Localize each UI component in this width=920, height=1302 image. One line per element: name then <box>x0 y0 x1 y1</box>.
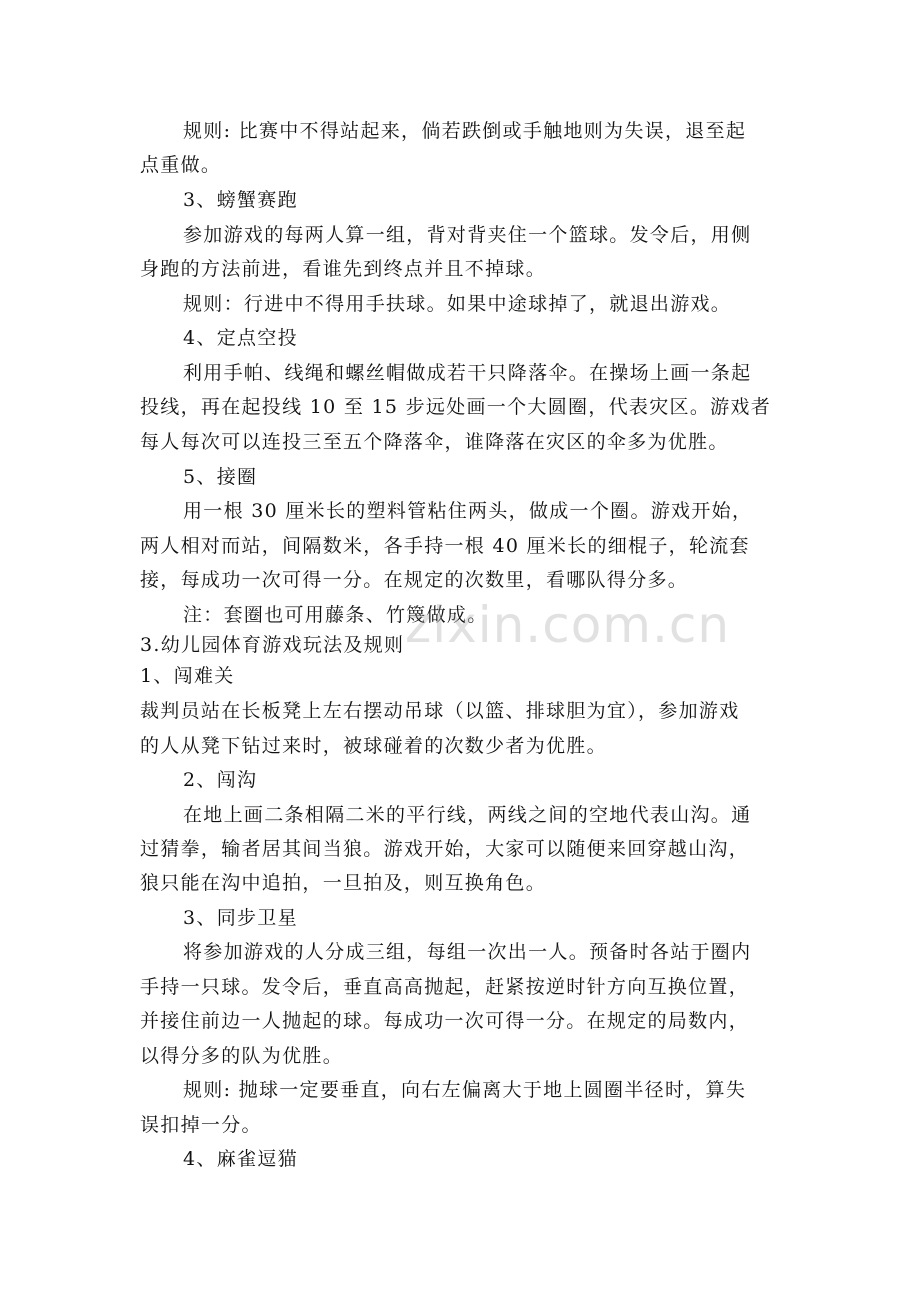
text-line: 规则：行进中不得用手扶球。如果中途球掉了，就退出游戏。 <box>183 293 732 315</box>
text-line: 误扣掉一分。 <box>140 1114 262 1136</box>
section-heading: 5、接圈 <box>183 466 258 488</box>
text-line: 投线，再在起投线 10 至 15 步远处画一个大圆圈，代表灾区。游戏者 <box>140 396 772 418</box>
text-line: 用一根 30 厘米长的塑料管粘住两头，做成一个圈。游戏开始， <box>183 500 753 522</box>
text-line: 在地上画二条相隔二米的平行线，两线之间的空地代表山沟。通 <box>183 804 752 826</box>
section-heading: 4、麻雀逗猫 <box>183 1148 298 1170</box>
text-line: 参加游戏的每两人算一组，背对背夹住一个篮球。发令后，用侧 <box>183 224 752 246</box>
text-line: 规则: 比赛中不得站起来，倘若跌倒或手触地则为失误，退至起 <box>183 120 747 142</box>
section-heading: 2、闯沟 <box>183 769 258 791</box>
text-line: 以得分多的队为优胜。 <box>140 1045 344 1067</box>
text-line: 手持一只球。发令后，垂直高高抛起，赶紧按逆时针方向互换位置， <box>140 976 750 998</box>
text-line: 并接住前边一人抛起的球。每成功一次可得一分。在规定的局数内， <box>140 1010 750 1032</box>
text-line: 规则: 抛球一定要垂直，向右左偏离大于地上圆圈半径时，算失 <box>183 1079 747 1101</box>
section-heading: 1、闯难关 <box>140 665 235 687</box>
text-line: 将参加游戏的人分成三组，每组一次出一人。预备时各站于圈内 <box>183 941 752 963</box>
watermark-text: zixin.com.cn <box>405 596 731 654</box>
note-line: 注：套圈也可用藤条、竹篾做成。 <box>183 604 488 626</box>
section-heading: 3、螃蟹赛跑 <box>183 189 298 211</box>
section-heading: 4、定点空投 <box>183 327 298 349</box>
section-heading: 3、同步卫星 <box>183 907 298 929</box>
chapter-heading: 3.幼儿园体育游戏玩法及规则 <box>140 634 405 656</box>
text-line: 过猜拳，输者居其间当狼。游戏开始，大家可以随便来回穿越山沟， <box>140 838 750 860</box>
text-line: 利用手帕、线绳和螺丝帽做成若干只降落伞。在操场上画一条起 <box>183 362 752 384</box>
text-line: 裁判员站在长板凳上左右摆动吊球（以篮、排球胆为宜），参加游戏 <box>140 700 740 722</box>
text-line: 点重做。 <box>140 154 222 176</box>
text-line: 的人从凳下钻过来时，被球碰着的次数少者为优胜。 <box>140 735 607 757</box>
text-line: 狼只能在沟中追拍，一旦拍及，则互换角色。 <box>140 872 547 894</box>
text-line: 身跑的方法前进，看谁先到终点并且不掉球。 <box>140 258 547 280</box>
text-line: 接，每成功一次可得一分。在规定的次数里，看哪队得分多。 <box>140 569 689 591</box>
text-line: 每人每次可以连投三至五个降落伞，谁降落在灾区的伞多为优胜。 <box>140 431 729 453</box>
text-line: 两人相对而站，间隔数米，各手持一根 40 厘米长的细棍子，轮流套 <box>140 535 750 557</box>
